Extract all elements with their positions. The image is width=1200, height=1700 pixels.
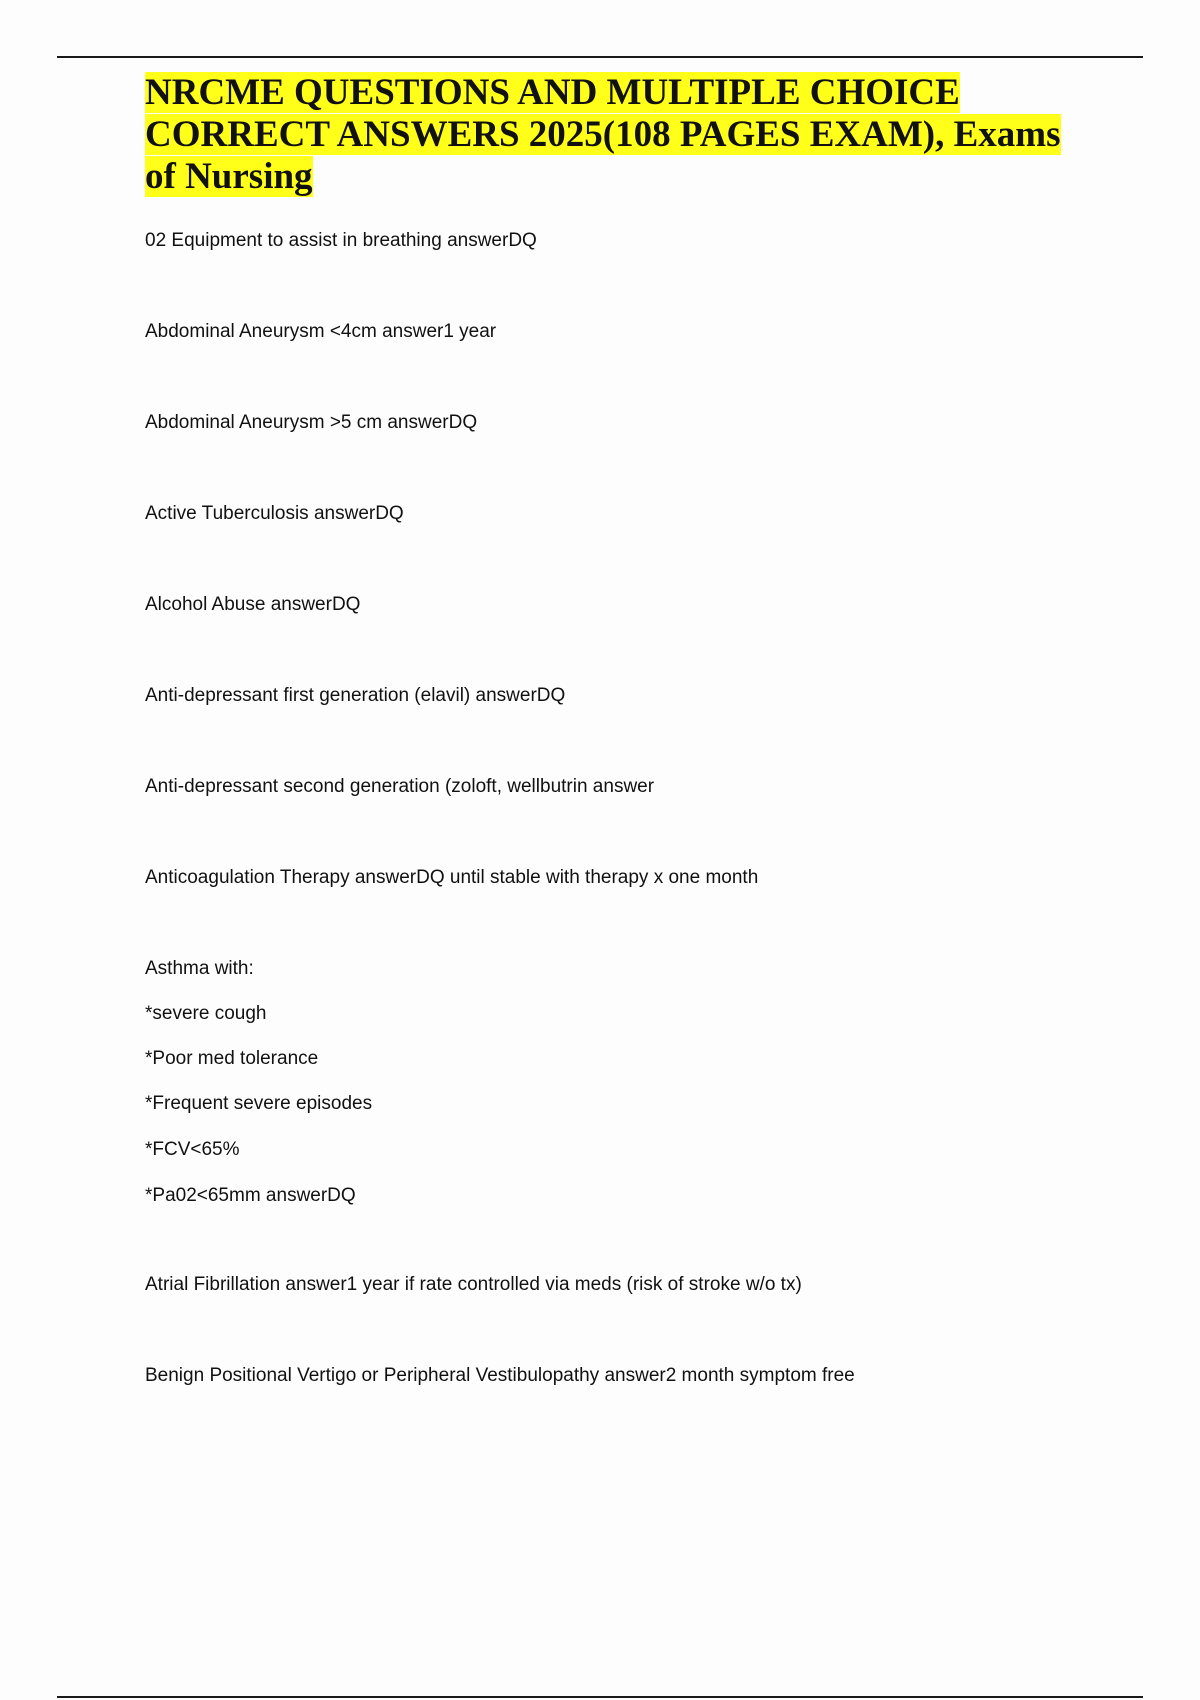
qa-entry-alcohol-abuse: Alcohol Abuse answerDQ	[145, 594, 361, 615]
asthma-criterion: *Poor med tolerance	[145, 1048, 319, 1069]
asthma-criterion: *Pa02<65mm answerDQ	[145, 1185, 356, 1206]
qa-entry-active-tuberculosis: Active Tuberculosis answerDQ	[145, 503, 404, 524]
qa-entry-abdominal-aneurysm-small: Abdominal Aneurysm <4cm answer1 year	[145, 321, 497, 342]
document-title	[145, 72, 1085, 198]
qa-entry-anticoagulation-therapy: Anticoagulation Therapy answerDQ until stable with therapy x one month	[145, 867, 759, 888]
top-rule	[57, 56, 1143, 58]
qa-entry-asthma-heading: Asthma with:	[145, 958, 254, 979]
title-highlight: NRCME QUESTIONS AND MULTIPLE CHOICE CORRECT ANSWERS 2025(108 PAGES EXAM), Exams of Nursing	[145, 72, 1061, 197]
qa-entry-abdominal-aneurysm-large: Abdominal Aneurysm >5 cm answerDQ	[145, 412, 478, 433]
qa-entry-antidepressant-second-gen: Anti-depressant second generation (zoloft, wellbutrin answer	[145, 776, 655, 797]
qa-entry-benign-positional-vertigo: Benign Positional Vertigo or Peripheral Vestibulopathy answer2 month symptom free	[145, 1365, 855, 1386]
bottom-rule	[57, 1696, 1143, 1698]
asthma-criterion: *severe cough	[145, 1003, 267, 1024]
qa-entry-antidepressant-first-gen: Anti-depressant first generation (elavil) answerDQ	[145, 685, 566, 706]
asthma-criterion: *FCV<65%	[145, 1139, 240, 1160]
qa-entry-oxygen-equipment: 02 Equipment to assist in breathing answerDQ	[145, 230, 537, 251]
qa-entry-atrial-fibrillation: Atrial Fibrillation answer1 year if rate controlled via meds (risk of stroke w/o tx)	[145, 1274, 802, 1295]
asthma-criterion: *Frequent severe episodes	[145, 1093, 373, 1114]
